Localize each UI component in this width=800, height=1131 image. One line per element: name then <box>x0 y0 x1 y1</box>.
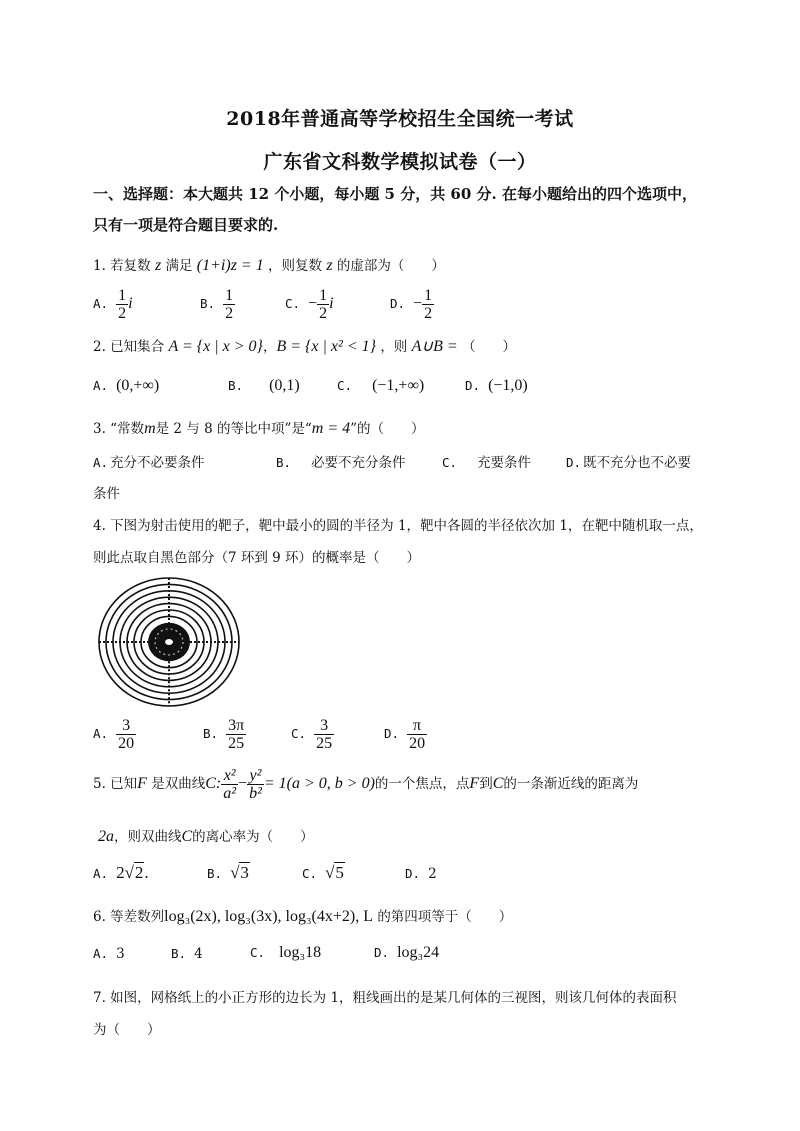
option-label: C. <box>302 866 318 881</box>
q6-text-b: 的第四项等于（ ） <box>377 909 513 925</box>
q4-option-c <box>291 717 334 752</box>
q5-text-c: 的一个焦点，点 <box>374 776 470 792</box>
option-label: B. <box>171 946 187 961</box>
denominator: b² <box>249 785 262 802</box>
option-value: 4 <box>194 946 203 962</box>
q1-var-z: z <box>154 257 162 274</box>
option-label: C. <box>337 378 353 393</box>
question-4-line2: 则此点取自黑色部分（7 环到 9 环）的概率是（ ） <box>93 550 421 566</box>
q3-equation: m = 4 <box>311 420 351 437</box>
q4-option-b <box>203 717 246 752</box>
option-value: 充分不必要条件 <box>110 455 205 471</box>
fraction-x2-a2 <box>221 767 238 802</box>
q1-option-d <box>390 287 434 322</box>
option-value: 既不充分也不必要 <box>583 455 692 471</box>
q5-option-c <box>302 863 345 883</box>
q2-comma: ， <box>262 339 277 355</box>
option-value: 3 <box>116 946 125 962</box>
option-label: C. <box>250 945 266 960</box>
q5-var-c: C: <box>205 775 222 792</box>
q1-text-d: 的虚部为（ ） <box>336 258 445 274</box>
option-label: A. <box>93 726 109 741</box>
option-label: B. <box>200 296 216 311</box>
q2-union: A∪B = <box>411 338 458 355</box>
q5-option-b <box>207 863 250 883</box>
question-2-stem <box>93 335 516 356</box>
target-rings <box>99 578 239 706</box>
option-label: C. <box>442 455 458 470</box>
question-7-line1: 7. 如图，网格纸上的小正方形的边长为 1，粗线画出的是某几何体的三视图，则该几何体的表面积 <box>93 990 677 1006</box>
q3-text-b: 是 2 与 8 的等比中项”是“ <box>155 421 312 437</box>
q2-paren: （ ） <box>461 339 516 355</box>
q5-text-a: 5. 已知 <box>93 776 138 792</box>
option-label: D. <box>390 296 406 311</box>
q3-option-d <box>566 451 691 471</box>
radicand: 2 <box>134 863 144 882</box>
q3-option-a <box>93 451 205 471</box>
q3-option-d-wrap: 条件 <box>93 486 120 502</box>
exam-title: 2018年普通高等学校招生全国统一考试 <box>226 108 574 130</box>
q1-option-c <box>285 287 334 322</box>
q5-text-e: 的一条渐近线的距离为 <box>503 776 639 792</box>
q6-option-a <box>93 946 125 962</box>
numerator: 1 <box>424 287 433 304</box>
q5-var-c2: C <box>492 775 504 792</box>
q3-option-c <box>442 451 531 471</box>
tail: . <box>144 863 149 882</box>
option-value: 充要条件 <box>477 455 532 471</box>
question-7-line2: 为（ ） <box>93 1022 161 1038</box>
option-value: log₃18 <box>279 944 322 961</box>
q2-option-c <box>337 377 424 395</box>
numerator: 1 <box>118 287 127 304</box>
fraction <box>317 287 329 322</box>
q5-text-d: 到 <box>479 776 493 792</box>
option-value: 2 <box>428 866 437 882</box>
q1-text-c: ，则复数 <box>268 258 323 274</box>
sqrt-expression: √5 <box>325 863 344 882</box>
q5-var-f: F <box>137 775 147 792</box>
numerator: 1 <box>319 287 328 304</box>
option-value: log₃24 <box>397 944 440 961</box>
numerator: 1 <box>225 287 234 304</box>
denominator: 20 <box>409 735 426 752</box>
shooting-target-figure <box>96 575 242 709</box>
option-label: B. <box>276 455 292 470</box>
q2-option-d <box>465 377 528 395</box>
denominator: 2 <box>118 305 127 322</box>
radicand: 5 <box>335 863 344 882</box>
q1-var-z2: z <box>326 257 333 274</box>
q2-set-a: A = {x | x > 0} <box>168 338 263 355</box>
q2-option-a <box>93 377 159 395</box>
q5-option-d <box>405 866 437 882</box>
question-5-line1 <box>93 767 638 802</box>
numerator: π <box>413 717 422 734</box>
q1-equation: (1+i)z = 1 <box>196 257 264 274</box>
sqrt-expression: √3 <box>230 863 249 882</box>
option-label: C. <box>291 726 307 741</box>
option-label: A. <box>93 866 109 881</box>
q5-text-f: ，则双曲线 <box>114 829 182 845</box>
option-label: D. <box>405 866 421 881</box>
q1-text-b: 满足 <box>165 258 193 274</box>
option-value: (0,+∞) <box>116 377 160 394</box>
option-value: (−1,0) <box>488 377 528 394</box>
q6-option-d <box>374 944 439 962</box>
q3-text-a: 3. “常数 <box>93 421 145 437</box>
option-label: C. <box>285 296 301 311</box>
q3-option-b <box>276 451 406 471</box>
exam-subtitle: 广东省文科数学模拟试卷（一） <box>263 151 537 173</box>
option-label: A. <box>93 455 109 470</box>
option-label: D. <box>374 945 390 960</box>
denominator: a² <box>223 785 237 802</box>
q5-text-g: 的离心率为（ ） <box>192 829 314 845</box>
question-4-line1: 4. 下图为射击使用的靶子，靶中最小的圆的半径为 1，靶中各圆的半径依次加 1，在靶中随机取一点， <box>93 518 703 534</box>
option-label: B. <box>207 866 223 881</box>
denominator: 25 <box>316 735 333 752</box>
option-value: 必要不充分条件 <box>311 455 406 471</box>
fraction <box>116 717 136 752</box>
q4-option-a <box>93 717 136 752</box>
section-heading-line2: 只有一项是符合题目要求的. <box>93 216 279 234</box>
question-6-stem <box>93 905 512 926</box>
denominator: 25 <box>228 735 245 752</box>
section-heading-line1: 一、选择题：本大题共 12 个小题，每小题 5 分，共 60 分. 在每小题给出的四个选项中， <box>93 185 697 203</box>
q1-option-b <box>200 287 235 322</box>
target-bullseye <box>164 638 174 646</box>
numerator: 3 <box>122 717 131 734</box>
numerator: 3π <box>228 717 245 734</box>
denominator: 20 <box>118 735 135 752</box>
option-suffix: i <box>329 295 334 312</box>
option-label: A. <box>93 296 109 311</box>
minus-sign: − <box>238 775 248 792</box>
coefficient: 2 <box>116 863 125 882</box>
option-sign: − <box>413 295 423 312</box>
denominator: 2 <box>424 305 433 322</box>
q5-var-2a: 2a <box>98 828 114 845</box>
option-label: D. <box>465 378 481 393</box>
fraction-y2-b2 <box>247 767 264 802</box>
q5-text-b: 是双曲线 <box>151 776 206 792</box>
q1-text-a: 1. 若复数 <box>93 258 151 274</box>
fraction <box>223 287 235 322</box>
fraction <box>407 717 427 752</box>
fraction <box>116 287 128 322</box>
option-label: B. <box>228 378 244 393</box>
question-1-stem <box>93 254 445 275</box>
numerator: x² <box>223 767 236 784</box>
denominator: 2 <box>319 305 328 322</box>
q3-text-c: ”的（ ） <box>350 421 425 437</box>
radicand: 3 <box>240 863 249 882</box>
q5-condition: = 1(a > 0, b > 0) <box>263 775 375 792</box>
option-label: A. <box>93 378 109 393</box>
fraction <box>226 717 246 752</box>
option-value: (0,1) <box>269 377 300 394</box>
question-3-stem <box>93 417 425 438</box>
fraction <box>314 717 334 752</box>
q6-text-a: 6. 等差数列 <box>93 909 165 925</box>
numerator: 3 <box>320 717 329 734</box>
q2-text-b: ，则 <box>380 339 408 355</box>
option-label: B. <box>203 726 219 741</box>
q5-option-a <box>93 863 149 883</box>
q4-option-d <box>384 717 427 752</box>
q5-var-c3: C <box>181 828 193 845</box>
question-5-line2 <box>98 825 314 846</box>
option-value: (−1,+∞) <box>372 377 425 394</box>
q6-option-c <box>250 944 321 962</box>
option-sign: − <box>308 295 318 312</box>
fraction <box>422 287 434 322</box>
denominator: 2 <box>225 305 234 322</box>
option-label: A. <box>93 946 109 961</box>
q5-var-f2: F <box>469 775 480 792</box>
q2-set-b: B = {x | x² < 1} <box>276 338 377 355</box>
numerator: y² <box>249 767 262 784</box>
q2-option-b <box>228 377 300 395</box>
q2-text-a: 2. 已知集合 <box>93 339 165 355</box>
q6-sequence: log₃(2x), log₃(3x), log₃(4x+2), L <box>164 908 374 925</box>
sqrt-expression: 2√2. <box>116 863 149 882</box>
q6-option-b <box>171 946 203 962</box>
option-label: D. <box>384 726 400 741</box>
option-label: D. <box>566 455 582 470</box>
option-suffix: i <box>128 295 133 312</box>
q3-var-m: m <box>144 420 156 437</box>
q1-option-a <box>93 287 133 322</box>
